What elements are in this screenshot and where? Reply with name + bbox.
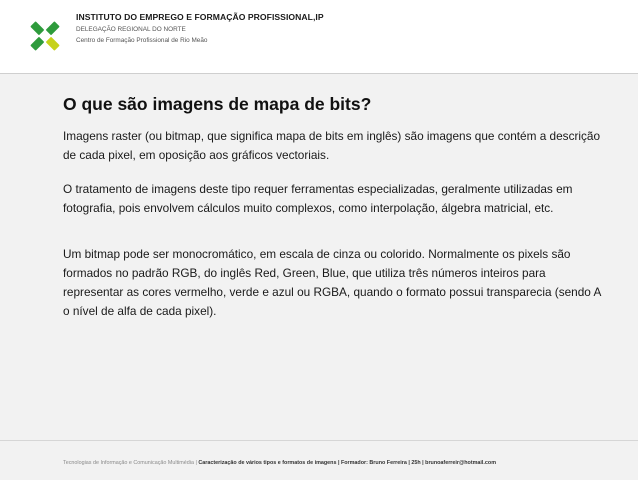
footer-details: Caracterização de vários tipos e formatos de imagens | Formador: Bruno Ferreira | 25h | brunoaferreir@hotmail.com (198, 460, 497, 466)
training-center-name: Centro de Formação Profissional de Rio Meão (76, 37, 208, 44)
footer-course: Tecnologias de Informação e Comunicação Multimédia | (63, 460, 199, 466)
delegation-name: DELEGAÇÃO REGIONAL DO NORTE (76, 26, 186, 33)
slide-content (0, 74, 638, 440)
slide-title: O que são imagens de mapa de bits? (63, 94, 372, 114)
paragraph-raster-definition: Imagens raster (ou bitmap, que significa mapa de bits em inglês) são imagens que contém a descrição de cada pixel, em oposição aos gráficos vectoriais. (63, 129, 601, 162)
slide-header (0, 0, 638, 74)
iefp-logo-icon (26, 17, 64, 55)
paragraph-color-models: Um bitmap pode ser monocromático, em escala de cinza ou colorido. Normalmente os pixels são formados no padrão RGB, do inglês Red, Green, Blue, que utiliza três números inteiros para representar as cores vermelho, verde e azul ou RGBA, quando o formato possui transparecia (sendo A o nível de alfa de cada pixel). (63, 247, 601, 318)
slide-footer (0, 440, 638, 480)
paragraph-image-processing: O tratamento de imagens deste tipo requer ferramentas especializadas, geralmente utilizadas em fotografia, pois envolvem cálculos muito complexos, como interpolação, álgebra matricial, etc. (63, 182, 573, 215)
institution-name: INSTITUTO DO EMPREGO E FORMAÇÃO PROFISSIONAL,IP (76, 12, 324, 22)
footer-text (63, 460, 496, 466)
